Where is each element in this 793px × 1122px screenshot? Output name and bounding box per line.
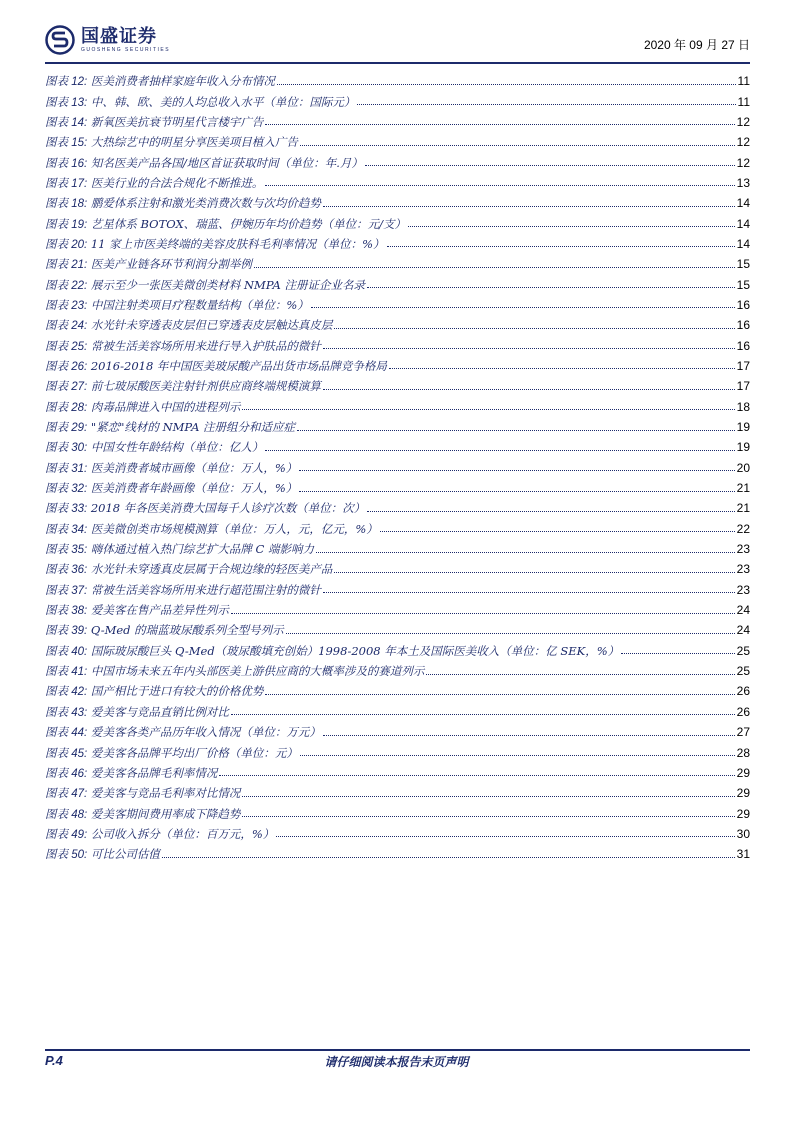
toc-entry-title: 医美产业链各环节利润分割举例 [90, 257, 252, 272]
toc-entry-label [45, 378, 321, 394]
toc-entry-label [45, 399, 240, 415]
toc-entry-number: 图表 20: [45, 238, 88, 251]
toc-entry-page: 23 [736, 582, 750, 597]
toc-entry-number: 图表 49: [45, 828, 88, 841]
toc-entry[interactable] [45, 844, 750, 864]
toc-entry[interactable] [45, 742, 750, 762]
toc-leader-dots [242, 796, 734, 797]
toc-entry-title: 爱美客各类产品历年收入情况（单位：万元） [90, 725, 321, 740]
toc-entry-page: 23 [736, 562, 750, 577]
toc-entry[interactable] [45, 152, 750, 172]
toc-entry-title: 知名医美产品各国/地区首证获取时间（单位：年.月） [90, 155, 363, 170]
toc-entry-page: 18 [736, 399, 750, 414]
toc-leader-dots [242, 409, 734, 410]
toc-entry[interactable] [45, 641, 750, 661]
toc-entry[interactable] [45, 173, 750, 193]
toc-entry[interactable] [45, 519, 750, 539]
toc-entry[interactable] [45, 274, 750, 294]
toc-entry[interactable] [45, 295, 750, 315]
toc-entry-title: 爱美客与竞品毛利率对比情况 [90, 786, 241, 801]
toc-entry-number: 图表 41: [45, 666, 88, 679]
toc-entry-page: 15 [736, 257, 750, 272]
toc-entry-label [45, 338, 321, 354]
toc-entry[interactable] [45, 600, 750, 620]
toc-entry-number: 图表 19: [45, 218, 88, 231]
toc-entry-number: 图表 33: [45, 503, 88, 516]
toc-entry[interactable] [45, 254, 750, 274]
toc-leader-dots [297, 430, 735, 431]
toc-entry-label [45, 704, 229, 720]
toc-entry-label [45, 643, 619, 659]
toc-entry[interactable] [45, 478, 750, 498]
toc-entry-label [45, 114, 263, 130]
toc-entry-number: 图表 25: [45, 340, 88, 353]
toc-entry-label [45, 724, 321, 740]
toc-entry-number: 图表 44: [45, 727, 88, 740]
toc-leader-dots [380, 531, 735, 532]
toc-entry-title: 中、韩、欧、美的人均总收入水平（单位：国际元） [90, 94, 356, 109]
toc-entry-title: 医美消费者抽样家庭年收入分布情况 [90, 74, 275, 89]
toc-entry-label [45, 683, 263, 699]
toc-entry[interactable] [45, 580, 750, 600]
toc-entry[interactable] [45, 397, 750, 417]
toc-entry-page: 12 [736, 114, 750, 129]
toc-entry-title: Q-Med 的瑞蓝玻尿酸系列全型号列示 [90, 623, 284, 638]
toc-leader-dots [357, 104, 735, 105]
toc-leader-dots [426, 674, 734, 675]
toc-leader-dots [254, 267, 735, 268]
toc-entry-label [45, 277, 365, 293]
toc-entry[interactable] [45, 437, 750, 457]
toc-entry-page: 26 [736, 684, 750, 699]
toc-leader-dots [323, 206, 735, 207]
toc-entry-page: 25 [736, 643, 750, 658]
toc-leader-dots [277, 84, 736, 85]
toc-entry-number: 图表 29: [45, 422, 88, 435]
toc-entry-number: 图表 36: [45, 564, 88, 577]
toc-entry-title: 水光针未穿透表皮层但已穿透表皮层触达真皮层 [90, 318, 333, 333]
toc-entry[interactable] [45, 620, 750, 640]
toc-entry-label [45, 317, 332, 333]
toc-entry-page: 27 [736, 725, 750, 740]
toc-entry-title: 常被生活美容场所用来进行超范围注射的微针 [90, 582, 321, 597]
toc-leader-dots [323, 389, 735, 390]
toc-leader-dots [389, 368, 735, 369]
toc-entry-title: 医美消费者城市画像（单位：万人，%） [90, 460, 298, 475]
toc-leader-dots [323, 592, 735, 593]
toc-leader-dots [231, 714, 735, 715]
header-divider [45, 62, 750, 64]
toc-entry[interactable] [45, 661, 750, 681]
guosheng-logo-icon [45, 25, 75, 55]
toc-entry-page: 19 [736, 420, 750, 435]
toc-entry-title: 爱美客与竞品直销比例对比 [90, 704, 229, 719]
toc-entry-page: 29 [736, 786, 750, 801]
toc-entry-page: 17 [736, 379, 750, 394]
toc-entry-number: 图表 47: [45, 788, 88, 801]
logo-chinese-name: 国盛证券 [81, 25, 157, 47]
toc-entry-label [45, 521, 378, 537]
toc-entry-title: 大热综艺中的明星分享医美项目植入广告 [90, 135, 298, 150]
toc-entry[interactable] [45, 824, 750, 844]
toc-entry-page: 21 [736, 501, 750, 516]
toc-entry[interactable] [45, 722, 750, 742]
toc-leader-dots [323, 735, 735, 736]
toc-leader-dots [334, 328, 734, 329]
toc-leader-dots [265, 185, 734, 186]
toc-leader-dots [265, 124, 734, 125]
toc-entry-number: 图表 42: [45, 686, 88, 699]
toc-entry[interactable] [45, 71, 750, 91]
toc-entry-page: 28 [736, 745, 750, 760]
toc-leader-dots [334, 572, 734, 573]
toc-leader-dots [367, 511, 734, 512]
toc-leader-dots [286, 633, 735, 634]
toc-entry-title: 展示至少一张医美微创类材料 NMPA 注册证企业名录 [90, 277, 365, 292]
toc-entry-number: 图表 46: [45, 767, 88, 780]
toc-entry-number: 图表 40: [45, 645, 88, 658]
page-number: P.4 [45, 1053, 63, 1068]
toc-entry-title: 新氧医美抗衰节明星代言楼宇广告 [90, 114, 264, 129]
toc-entry[interactable] [45, 681, 750, 701]
toc-entry-number: 图表 12: [45, 76, 88, 89]
toc-entry-label [45, 663, 424, 679]
toc-entry-page: 25 [736, 664, 750, 679]
toc-entry-number: 图表 27: [45, 381, 88, 394]
toc-entry-title: 水光针未穿透真皮层属于合规边缘的轻医美产品 [90, 562, 333, 577]
toc-entry-page: 31 [736, 847, 750, 862]
toc-leader-dots [242, 816, 734, 817]
toc-entry-page: 16 [736, 318, 750, 333]
toc-entry-page: 24 [736, 603, 750, 618]
toc-entry[interactable] [45, 356, 750, 376]
toc-entry-page: 11 [737, 74, 750, 89]
toc-entry-page: 29 [736, 765, 750, 780]
toc-entry-number: 图表 38: [45, 605, 88, 618]
toc-entry-title: 2018 年各医美消费大国每千人诊疗次数（单位：次） [90, 501, 366, 516]
toc-entry-label [45, 419, 295, 435]
page-header [45, 22, 750, 58]
toc-entry-page: 16 [736, 297, 750, 312]
toc-entry-label [45, 745, 298, 761]
toc-entry-number: 图表 18: [45, 198, 88, 211]
toc-entry-page: 14 [736, 196, 750, 211]
toc-entry-number: 图表 21: [45, 259, 88, 272]
toc-entry-label [45, 561, 332, 577]
toc-entry-number: 图表 26: [45, 360, 88, 373]
toc-entry-title: 前七玻尿酸医美注射针剂供应商终端规模演算 [90, 379, 321, 394]
toc-entry[interactable] [45, 498, 750, 518]
toc-entry-title: "紧恋"线材的 NMPA 注册组分和适应症 [90, 420, 296, 435]
toc-entry[interactable] [45, 803, 750, 823]
toc-entry-title: 医美消费者年龄画像（单位：万人，%） [90, 481, 298, 496]
toc-entry-label [45, 73, 275, 89]
toc-leader-dots [276, 836, 734, 837]
toc-leader-dots [365, 165, 735, 166]
toc-entry[interactable] [45, 193, 750, 213]
toc-entry-page: 12 [736, 135, 750, 150]
toc-entry-title: 2016-2018 年中国医美玻尿酸产品出货市场品牌竞争格局 [90, 358, 387, 373]
toc-leader-dots [265, 694, 734, 695]
toc-entry-number: 图表 15: [45, 137, 88, 150]
company-logo [45, 22, 170, 58]
toc-entry-title: 中国市场未来五年内头部医美上游供应商的大概率涉及的赛道列示 [90, 664, 425, 679]
toc-leader-dots [316, 552, 735, 553]
toc-entry[interactable] [45, 702, 750, 722]
toc-leader-dots [311, 307, 735, 308]
toc-entry-label [45, 236, 385, 252]
toc-entry-label [45, 785, 240, 801]
toc-entry-page: 17 [736, 358, 750, 373]
toc-entry-number: 图表 30: [45, 442, 88, 455]
toc-entry-number: 图表 39: [45, 625, 88, 638]
report-date: 2020 年 09 月 27 日 [643, 38, 750, 52]
toc-entry-page: 12 [736, 155, 750, 170]
toc-entry[interactable] [45, 91, 750, 111]
toc-entry[interactable] [45, 315, 750, 335]
toc-entry-title: 爱美客在售产品差异性列示 [90, 603, 229, 618]
toc-entry-number: 图表 24: [45, 320, 88, 333]
toc-entry-label [45, 765, 217, 781]
toc-entry-page: 11 [737, 94, 750, 109]
toc-entry[interactable] [45, 458, 750, 478]
toc-entry-page: 15 [736, 277, 750, 292]
toc-entry-title: 公司收入拆分（单位：百万元，%） [90, 826, 275, 841]
toc-leader-dots [265, 450, 734, 451]
toc-entry-title: 常被生活美容场所用来进行导入护肤品的微针 [90, 338, 321, 353]
toc-leader-dots [408, 226, 735, 227]
toc-entry-number: 图表 22: [45, 279, 88, 292]
toc-leader-dots [367, 287, 735, 288]
toc-leader-dots [300, 145, 735, 146]
toc-entry-title: 爱美客各品牌毛利率情况 [90, 765, 218, 780]
toc-entry-number: 图表 31: [45, 462, 88, 475]
toc-entry-page: 24 [736, 623, 750, 638]
toc-entry-page: 21 [736, 481, 750, 496]
toc-entry-label [45, 216, 406, 232]
toc-entry-label [45, 622, 284, 638]
toc-entry-label [45, 480, 297, 496]
toc-entry-title: 医美行业的合法合规化不断推进。 [90, 175, 264, 190]
toc-entry-label [45, 500, 365, 516]
toc-leader-dots [299, 491, 734, 492]
toc-entry-number: 图表 37: [45, 584, 88, 597]
toc-leader-dots [621, 653, 734, 654]
toc-entry-number: 图表 17: [45, 177, 88, 190]
toc-entry-title: 嗨体通过植入热门综艺扩大品牌 C 端影响力 [90, 542, 314, 557]
toc-leader-dots [231, 613, 735, 614]
toc-entry[interactable] [45, 417, 750, 437]
toc-entry-title: 中国女性年龄结构（单位：亿人） [90, 440, 264, 455]
toc-entry-page: 14 [736, 216, 750, 231]
toc-entry-page: 20 [736, 460, 750, 475]
toc-entry-page: 29 [736, 806, 750, 821]
toc-entry-number: 图表 34: [45, 523, 88, 536]
toc-leader-dots [219, 775, 734, 776]
toc-entry[interactable] [45, 763, 750, 783]
footer-disclaimer: 请仔细阅读本报告末页声明 [324, 1055, 469, 1069]
figure-list [45, 71, 750, 864]
toc-entry-page: 14 [736, 236, 750, 251]
toc-entry-title: 鹏爱体系注射和激光类消费次数与次均价趋势 [90, 196, 321, 211]
toc-entry-label [45, 602, 229, 618]
toc-entry[interactable] [45, 132, 750, 152]
toc-entry-label [45, 195, 321, 211]
toc-leader-dots [323, 348, 735, 349]
toc-entry-page: 13 [736, 175, 750, 190]
toc-entry-label [45, 134, 298, 150]
toc-entry-number: 图表 48: [45, 808, 88, 821]
toc-entry-number: 图表 28: [45, 401, 88, 414]
toc-entry-number: 图表 35: [45, 544, 88, 557]
toc-entry-number: 图表 32: [45, 483, 88, 496]
toc-entry-title: 国产相比于进口有较大的价格优势 [90, 684, 264, 699]
toc-entry-label [45, 256, 252, 272]
toc-entry[interactable] [45, 559, 750, 579]
toc-entry-title: 可比公司估值 [90, 847, 160, 862]
toc-entry[interactable] [45, 112, 750, 132]
toc-entry-number: 图表 16: [45, 157, 88, 170]
toc-entry-title: 艺星体系 BOTOX、瑞蓝、伊婉历年均价趋势（单位：元/支） [90, 216, 407, 231]
toc-entry-title: 中国注射类项目疗程数量结构（单位：%） [90, 297, 309, 312]
toc-entry-number: 图表 50: [45, 849, 88, 862]
toc-leader-dots [387, 246, 735, 247]
toc-entry-title: 肉毒品牌进入中国的进程列示 [90, 399, 241, 414]
toc-entry-page: 26 [736, 704, 750, 719]
toc-entry[interactable] [45, 213, 750, 233]
toc-entry-label [45, 582, 321, 598]
toc-entry-label [45, 297, 309, 313]
toc-entry-label [45, 846, 160, 862]
toc-entry-label [45, 175, 263, 191]
toc-entry-number: 图表 13: [45, 96, 88, 109]
toc-entry-label [45, 541, 314, 557]
toc-entry-title: 医美微创类市场规模测算（单位：万人，元，亿元，%） [90, 521, 378, 536]
toc-entry-number: 图表 43: [45, 706, 88, 719]
toc-entry-page: 30 [736, 826, 750, 841]
toc-entry-title: 11 家上市医美终端的美容皮肤科毛利率情况（单位：%） [90, 236, 385, 251]
toc-entry-page: 16 [736, 338, 750, 353]
toc-leader-dots [300, 755, 735, 756]
toc-entry-label [45, 358, 387, 374]
toc-entry-number: 图表 45: [45, 747, 88, 760]
logo-english-name: GUOSHENG SECURITIES [81, 46, 171, 53]
toc-entry-label [45, 94, 355, 110]
toc-entry-number: 图表 14: [45, 116, 88, 129]
toc-entry-title: 国际玻尿酸巨头 Q-Med（玻尿酸填充创始）1998-2008 年本土及国际医美收入（单位：亿 SEK，%） [90, 643, 620, 658]
toc-leader-dots [299, 470, 734, 471]
toc-entry-label [45, 806, 240, 822]
toc-leader-dots [162, 857, 735, 858]
toc-entry-title: 爱美客期间费用率成下降趋势 [90, 806, 241, 821]
toc-entry-label [45, 826, 274, 842]
toc-entry[interactable] [45, 234, 750, 254]
toc-entry[interactable] [45, 335, 750, 355]
toc-entry-page: 19 [736, 440, 750, 455]
footer-divider [45, 1049, 750, 1051]
toc-entry[interactable] [45, 783, 750, 803]
toc-entry[interactable] [45, 539, 750, 559]
toc-entry-page: 22 [736, 521, 750, 536]
toc-entry[interactable] [45, 376, 750, 396]
toc-entry-label [45, 460, 297, 476]
toc-entry-label [45, 155, 363, 171]
toc-entry-page: 23 [736, 542, 750, 557]
toc-entry-title: 爱美客各品牌平均出厂价格（单位：元） [90, 745, 298, 760]
toc-entry-label [45, 439, 263, 455]
toc-entry-number: 图表 23: [45, 299, 88, 312]
